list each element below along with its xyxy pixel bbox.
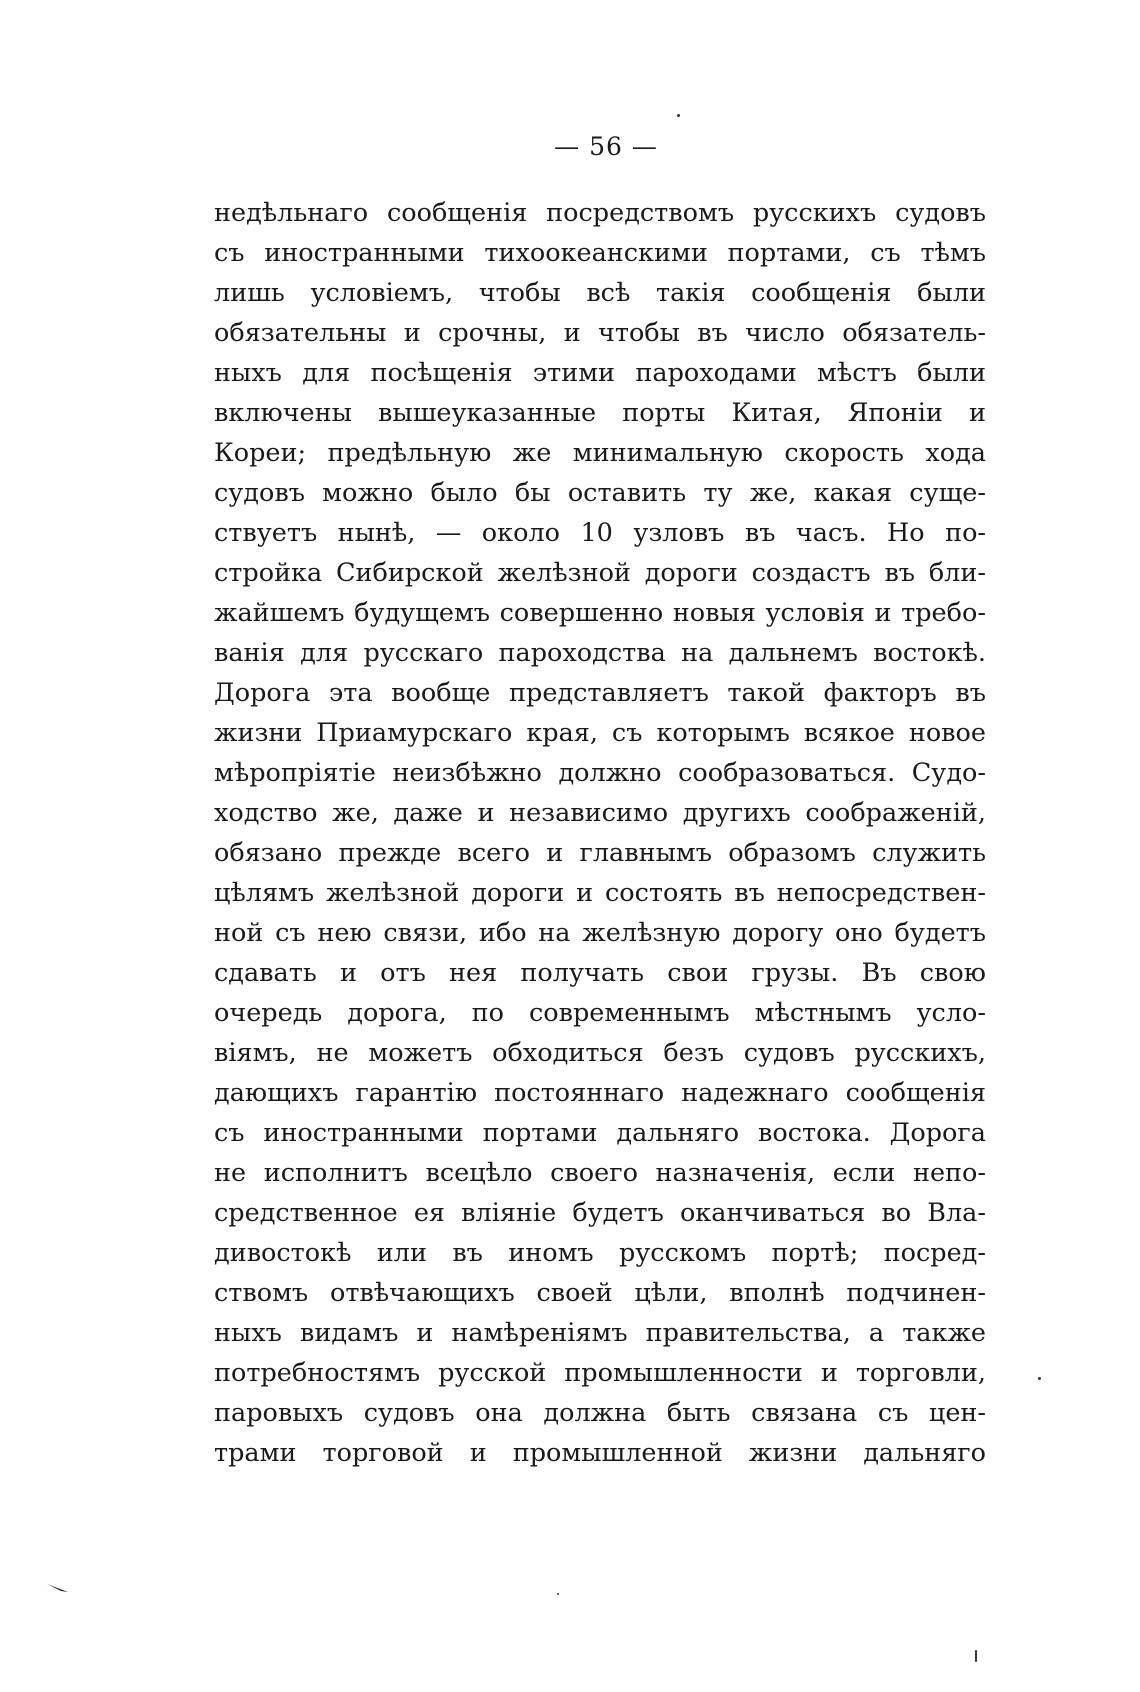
text-line: дающихъ гарантію постояннаго надежнаго сообщенія	[214, 1078, 987, 1108]
text-line: обязано прежде всего и главнымъ образомъ служить	[214, 838, 987, 868]
text-line: сдавать и отъ нея получать свои грузы. Въ свою	[214, 958, 986, 988]
text-line: Кореи; предѣльную же минимальную скорость хода	[214, 438, 986, 468]
scan-speck	[975, 1650, 977, 1662]
text-line: судовъ можно было бы оставить ту же, какая суще-	[214, 478, 987, 508]
text-line: очередь дорога, по современнымъ мѣстнымъ усло-	[214, 998, 987, 1028]
text-line: віямъ, не можетъ обходиться безъ судовъ русскихъ,	[214, 1038, 986, 1068]
scan-speck	[557, 1593, 559, 1595]
text-line: Дорога эта вообще представляетъ такой факторъ въ	[214, 678, 986, 708]
text-line: не исполнитъ всецѣло своего назначенія, если непо-	[214, 1158, 986, 1188]
body-text	[214, 193, 986, 1473]
text-line: ванія для русскаго пароходства на дальнемъ востокѣ.	[214, 638, 986, 668]
text-line: средственное ея вліяніе будетъ оканчиваться во Вла-	[214, 1198, 986, 1228]
text-line: паровыхъ судовъ она должна быть связана съ цен-	[214, 1398, 987, 1428]
page-number: — 56 —	[554, 132, 658, 161]
text-line: лишь условіемъ, чтобы всѣ такія сообщенія были	[214, 278, 987, 308]
text-line: ствомъ отвѣчающихъ своей цѣли, вполнѣ подчинен-	[214, 1278, 986, 1308]
text-line: мѣропріятіе неизбѣжно должно сообразоваться. Судо-	[214, 758, 986, 788]
text-line: недѣльнаго сообщенія посредствомъ русскихъ судовъ	[214, 198, 987, 228]
scan-speck	[677, 114, 680, 117]
text-line: ныхъ видамъ и намѣреніямъ правительства, а также	[214, 1318, 986, 1348]
text-line: включены вышеуказанные порты Китая, Японіи и	[214, 398, 986, 428]
text-line: съ иностранными тихоокеанскими портами, съ тѣмъ	[214, 238, 986, 268]
text-line: ной съ нею связи, ибо на желѣзную дорогу оно будетъ	[214, 918, 986, 948]
text-line: трами торговой и промышленной жизни дальняго	[214, 1438, 987, 1468]
text-line: стройка Сибирской желѣзной дороги создастъ въ бли-	[214, 558, 986, 588]
text-line: ходство же, даже и независимо другихъ соображеній,	[214, 798, 986, 828]
text-line: обязательны и срочны, и чтобы въ число обязатель-	[214, 318, 986, 348]
scan-speck	[1038, 1377, 1041, 1380]
text-line: ныхъ для посѣщенія этими пароходами мѣстъ были	[214, 358, 986, 388]
text-line: цѣлямъ желѣзной дороги и состоять въ непосредствен-	[214, 878, 986, 908]
text-line: съ иностранными портами дальняго востока. Дорога	[214, 1118, 986, 1148]
text-line: потребностямъ русской промышленности и торговли,	[214, 1358, 986, 1388]
scan-mark	[46, 1583, 70, 1593]
text-line: ствуетъ нынѣ, — около 10 узловъ въ часъ. Но по-	[214, 518, 987, 548]
text-line: жизни Приамурскаго края, съ которымъ всякое новое	[214, 718, 986, 748]
text-line: дивостокѣ или въ иномъ русскомъ портѣ; посред-	[214, 1238, 986, 1268]
text-line: жайшемъ будущемъ совершенно новыя условія и требо-	[214, 598, 986, 628]
